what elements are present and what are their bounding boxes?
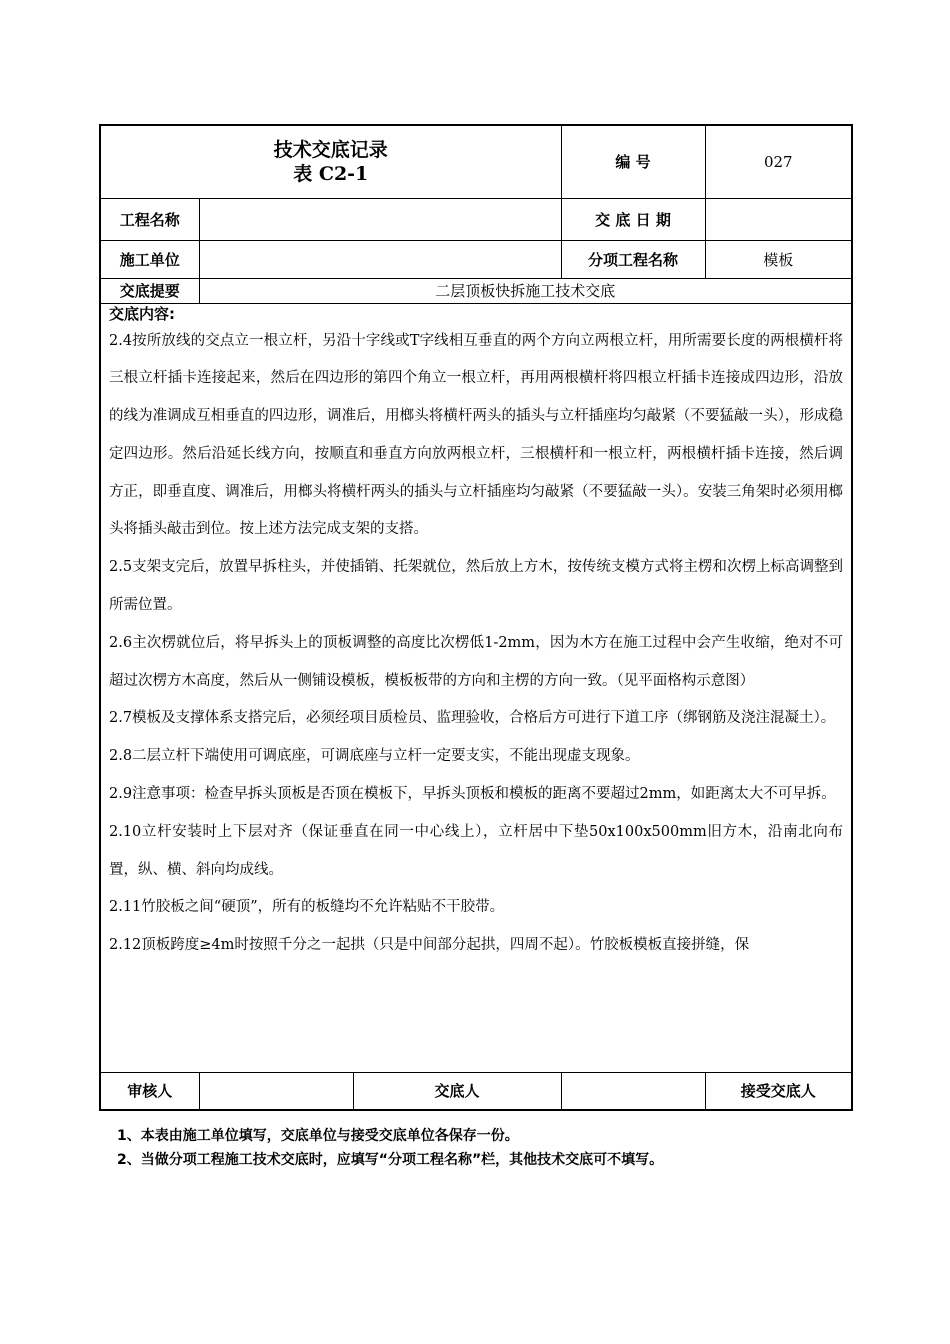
- project-name-field[interactable]: [199, 198, 561, 240]
- content-paragraph: 2.6主次楞就位后，将早拆头上的顶板调整的高度比次楞低1-2mm，因为木方在施工过程中会产生收缩，绝对不可超过次楞方木高度，然后从一侧铺设模板，模板板带的方向和主楞的方向一致。（见平面格构示意图）: [109, 634, 844, 689]
- unit-row: [100, 240, 852, 278]
- construction-unit-label: 施工单位: [100, 240, 199, 278]
- sub-project-label: 分项工程名称: [561, 240, 705, 278]
- content-paragraph: 2.10立杆安装时上下层对齐（保证垂直在同一中心线上），立杆居中下垫50x100x500mm旧方木，沿南北向布置，纵、横、斜向均成线。: [109, 823, 844, 878]
- technical-disclosure-form: [99, 124, 851, 1111]
- project-name-label: 工程名称: [100, 198, 199, 240]
- content-paragraph: 2.12顶板跨度≥4m时按照千分之一起拱（只是中间部分起拱，四周不起）。竹胶板模板直接拼缝，保: [109, 937, 750, 954]
- disclosure-date-field[interactable]: [705, 198, 852, 240]
- note-item: 2、当做分项工程施工技术交底时，应填写“分项工程名称”栏，其他技术交底可不填写。: [117, 1152, 664, 1168]
- reviewer-label: 审核人: [100, 1072, 199, 1110]
- record-table: [99, 124, 853, 1111]
- number-label: 编 号: [561, 125, 705, 198]
- note-item: 1、本表由施工单位填写，交底单位与接受交底单位各保存一份。: [117, 1128, 519, 1144]
- signature-row: [100, 1072, 852, 1110]
- form-number: 表 C2-1: [293, 162, 369, 185]
- summary-field[interactable]: 二层顶板快拆施工技术交底: [199, 278, 852, 303]
- content-cell: [100, 303, 852, 1072]
- receiver-label: 接受交底人: [705, 1072, 852, 1110]
- sub-project-field[interactable]: 模板: [705, 240, 852, 278]
- content-paragraph: 2.4按所放线的交点立一根立杆，另沿十字线或T字线相互垂直的两个方向立两根立杆，用所需要长度的两根横杆将三根立杆插卡连接起来，然后在四边形的第四个角立一根立杆，再用两根横杆将四根立杆插卡连接成四边形，沿放的线为准调成互相垂直的四边形，调准后，用榔头将横杆两头的插头与立杆插座均匀敲紧（不要猛敲一头），形成稳定四边形。然后沿延长线方向，按顺直和垂直方向放两根立杆，三根横杆和一根立杆，两根横杆插卡连接，然后调方正，即垂直度、调准后，用榔头将横杆两头的插头与立杆插座均匀敲紧（不要猛敲一头）。安装三角架时必须用榔头将插头敲击到位。按上述方法完成支架的支搭。: [109, 332, 844, 538]
- content-paragraph: 2.9注意事项：检查早拆头顶板是否顶在模板下，早拆头顶板和模板的距离不要超过2mm，如距离太大不可早拆。: [109, 786, 836, 803]
- content-label: 交底内容:: [109, 305, 175, 323]
- presenter-field[interactable]: [561, 1072, 705, 1110]
- presenter-label: 交底人: [353, 1072, 561, 1110]
- content-paragraph: 2.8二层立杆下端使用可调底座，可调底座与立杆一定要支实，不能出现虚支现象。: [109, 748, 640, 765]
- content-paragraph: 2.11竹胶板之间“硬顶”，所有的板缝均不允许粘贴不干胶带。: [109, 899, 505, 916]
- content-paragraph: 2.5支架支完后，放置早拆柱头，并使插销、托架就位，然后放上方木，按传统支模方式将主楞和次楞上标高调整到所需位置。: [109, 559, 844, 614]
- construction-unit-field[interactable]: [199, 240, 561, 278]
- reviewer-field[interactable]: [199, 1072, 353, 1110]
- header-row: [100, 125, 852, 198]
- disclosure-date-label: 交 底 日 期: [561, 198, 705, 240]
- content-paragraph: 2.7模板及支撑体系支搭完后，必须经项目质检员、监理验收，合格后方可进行下道工序（绑钢筋及浇注混凝土）。: [109, 710, 836, 727]
- content-row: [100, 303, 852, 1072]
- content-area: [109, 306, 843, 1070]
- form-title: 技术交底记录: [273, 138, 388, 161]
- summary-label: 交底提要: [100, 278, 199, 303]
- project-row: [100, 198, 852, 240]
- form-notes: [117, 1124, 857, 1172]
- summary-row: [100, 278, 852, 303]
- number-value[interactable]: 027: [705, 125, 852, 198]
- title-cell: [100, 125, 561, 198]
